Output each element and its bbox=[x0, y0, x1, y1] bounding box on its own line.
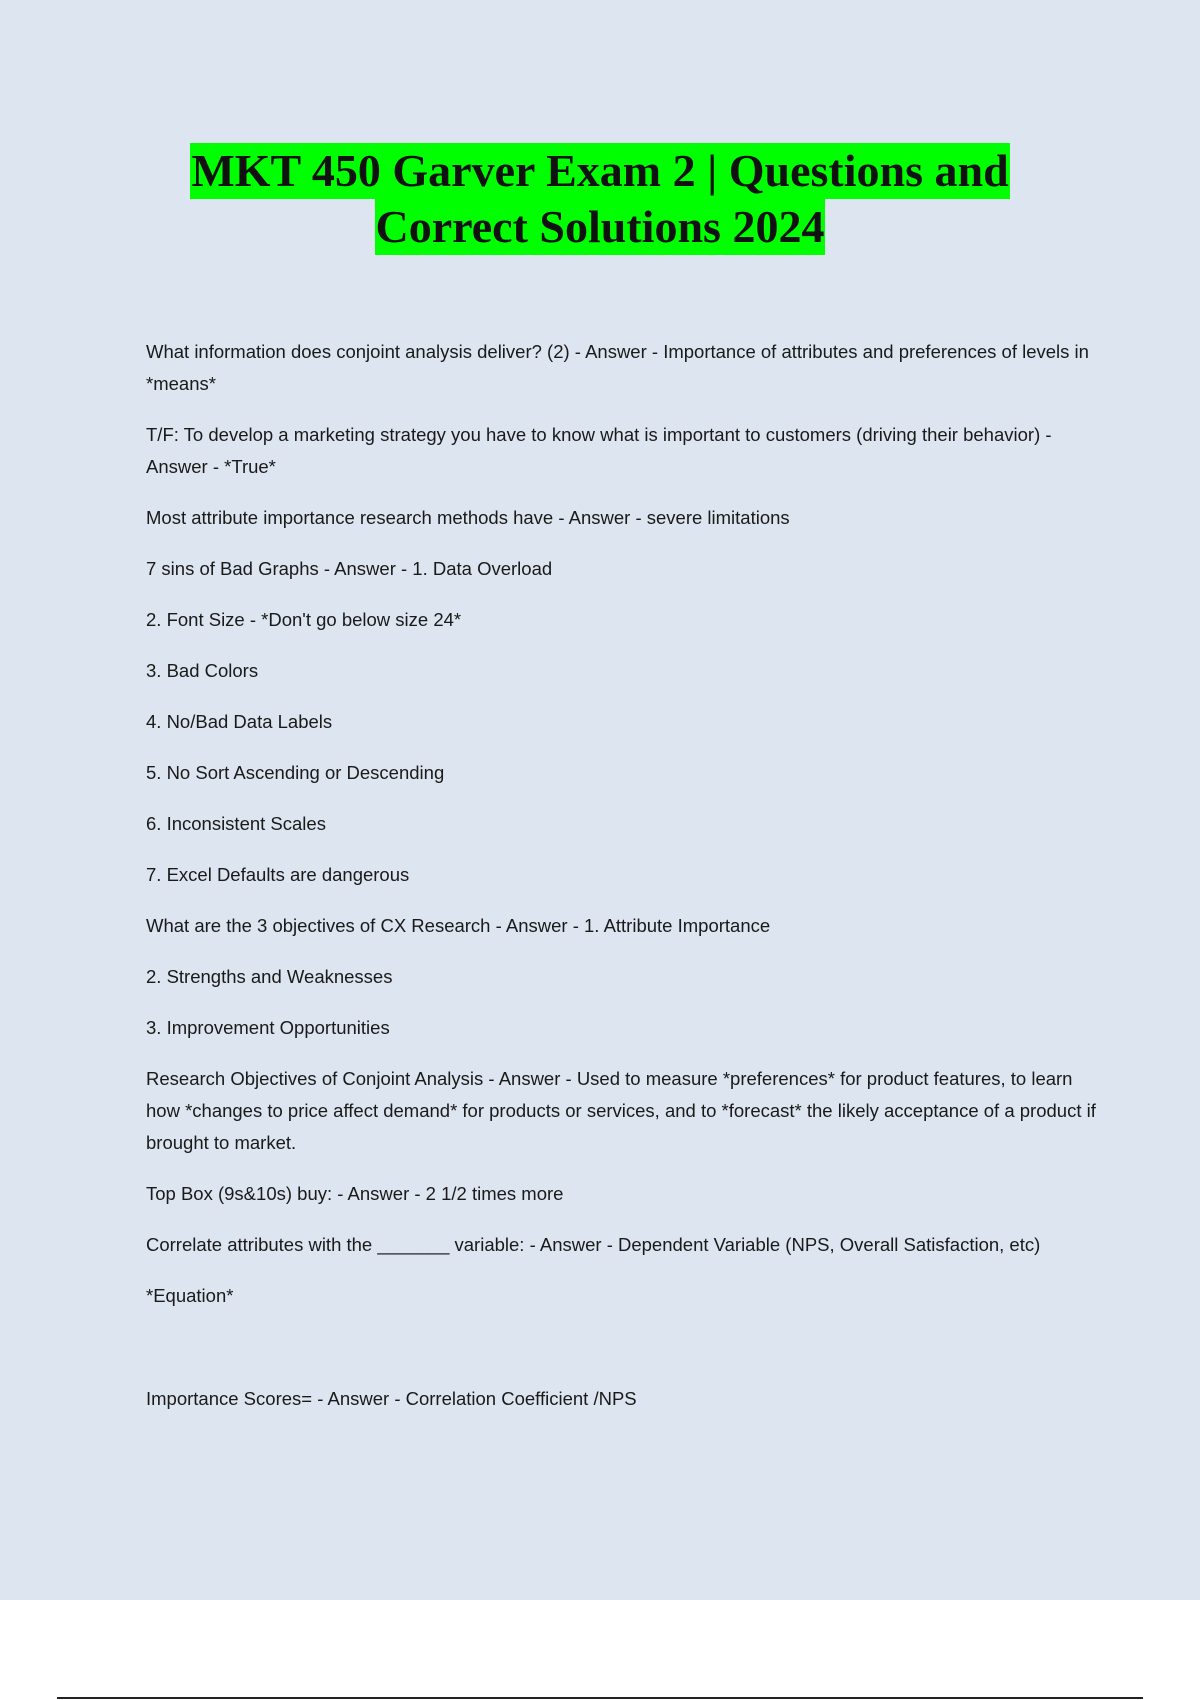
question-paragraph: 7 sins of Bad Graphs - Answer - 1. Data Overload bbox=[146, 558, 553, 579]
list-item: 6. Inconsistent Scales bbox=[146, 813, 326, 834]
document-title bbox=[0, 143, 1200, 255]
document-body bbox=[146, 336, 1096, 1434]
list-item: 3. Improvement Opportunities bbox=[146, 1017, 390, 1038]
question-paragraph: What information does conjoint analysis deliver? (2) - Answer - Importance of attributes and preferences of levels in *means* bbox=[146, 341, 1089, 394]
question-paragraph: Research Objectives of Conjoint Analysis - Answer - Used to measure *preferences* for product features, to learn how *changes to price affect demand* for products or services, and to *forecast* the likely acceptance of a product if brought to market. bbox=[146, 1068, 1096, 1153]
question-paragraph: T/F: To develop a marketing strategy you have to know what is important to customers (driving their behavior) - Answer - *True* bbox=[146, 424, 1052, 477]
list-item: 7. Excel Defaults are dangerous bbox=[146, 864, 410, 885]
list-item: 3. Bad Colors bbox=[146, 660, 259, 681]
question-paragraph: Correlate attributes with the _______ variable: - Answer - Dependent Variable (NPS, Overall Satisfaction, etc) bbox=[146, 1234, 1041, 1255]
footer-divider bbox=[57, 1697, 1143, 1699]
title-line-1: MKT 450 Garver Exam 2 | Questions and bbox=[190, 143, 1009, 199]
list-item: 5. No Sort Ascending or Descending bbox=[146, 762, 445, 783]
list-item: 2. Font Size - *Don't go below size 24* bbox=[146, 609, 462, 630]
question-paragraph: Top Box (9s&10s) buy: - Answer - 2 1/2 times more bbox=[146, 1183, 564, 1204]
question-paragraph: Importance Scores= - Answer - Correlation Coefficient /NPS bbox=[146, 1388, 637, 1409]
question-paragraph: What are the 3 objectives of CX Research - Answer - 1. Attribute Importance bbox=[146, 915, 771, 936]
title-line-2: Correct Solutions 2024 bbox=[375, 199, 826, 255]
equation-label: *Equation* bbox=[146, 1285, 234, 1306]
list-item: 2. Strengths and Weaknesses bbox=[146, 966, 393, 987]
list-item: 4. No/Bad Data Labels bbox=[146, 711, 333, 732]
question-paragraph: Most attribute importance research methods have - Answer - severe limitations bbox=[146, 507, 790, 528]
